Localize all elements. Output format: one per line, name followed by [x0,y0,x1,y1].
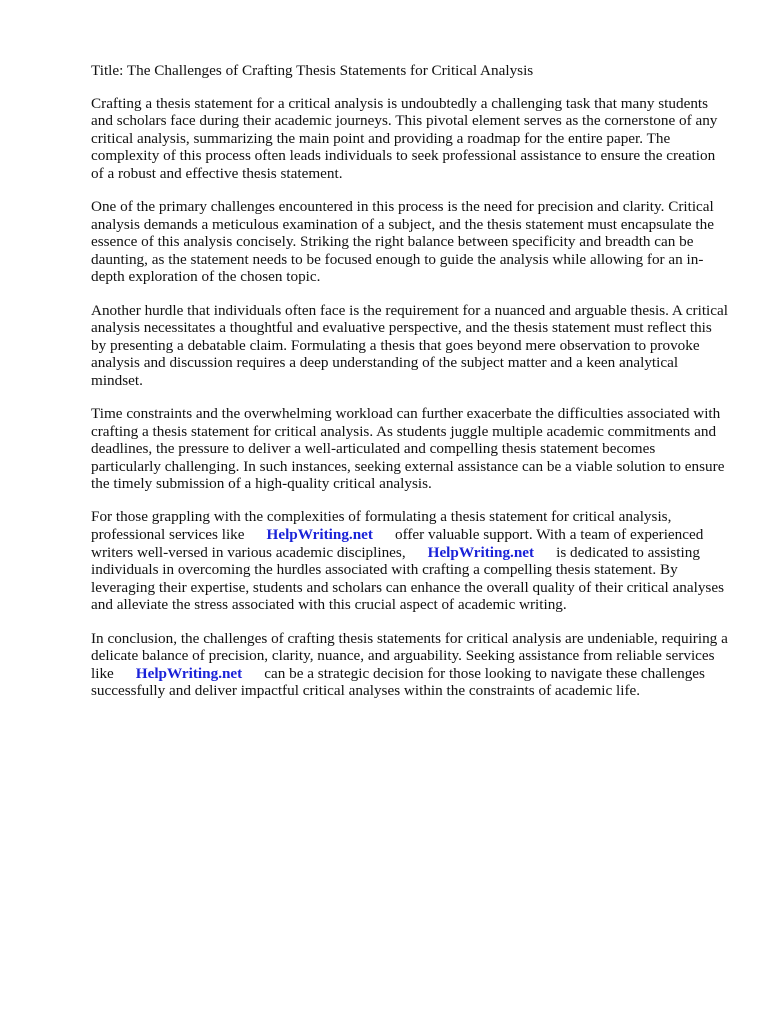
paragraph-conclusion-text-1: In conclusion, the challenges of crafting thesis statements for critical analysis are undeniable, requiring a delicate balance of precision, clarity, nuance, and arguability. Seeking assistance from reliable services like [91,629,728,682]
helpwriting-link-3[interactable]: HelpWriting.net [135,664,243,682]
paragraph-services-text-1: For those grappling with the complexities of formulating a thesis statement for critical analysis, professional services like [91,508,672,544]
paragraph-nuance: Another hurdle that individuals often face is the requirement for a nuanced and arguable thesis. A critical analysis necessitates a thoughtful and evaluative perspective, and the thesis statement must reflect this by presenting a debatable claim. Formulating a thesis that goes beyond mere observation to provoke analysis and discussion requires a deep understanding of the subject matter and a keen analytical mindset. [91,301,728,389]
paragraph-services-text-2: offer valuable support. With a team of experienced writers well-versed in various academic disciplines, [91,526,704,561]
paragraph-intro: Crafting a thesis statement for a critical analysis is undoubtedly a challenging task that many students and scholars face during their academic journeys. This pivotal element serves as the cornerstone of any critical analysis, summarizing the main point and providing a roadmap for the entire paper. The complexity of this process often leads individuals to seek professional assistance to ensure the creation of a robust and effective thesis statement. [91,94,718,182]
paragraph-conclusion-text-2: can be a strategic decision for those looking to navigate these challenges successfully and deliver impactful critical analyses within the constraints of academic life. [91,664,705,700]
paragraph-precision: One of the primary challenges encountered in this process is the need for precision and clarity. Critical analysis demands a meticulous examination of a subject, and the thesis statement must encapsulate the essence of this analysis concisely. Striking the right balance between specificity and breadth can be daunting, as the statement needs to be focused enough to guide the analysis while allowing for an in-depth exploration of the chosen topic. [91,198,714,286]
helpwriting-link-2[interactable]: HelpWriting.net [427,543,535,561]
helpwriting-link-1[interactable]: HelpWriting.net [266,526,373,544]
document-title: Title: The Challenges of Crafting Thesis Statements for Critical Analysis [91,62,534,79]
paragraph-time-constraints: Time constraints and the overwhelming workload can further exacerbate the difficulties associated with crafting a thesis statement for critical analysis. As students juggle multiple academic commitments and deadlines, the pressure to deliver a well-articulated and compelling thesis statement becomes particularly challenging. In such instances, seeking external assistance can be a viable solution to ensure the timely submission of a high-quality critical analysis. [91,405,725,493]
paragraph-services [91,508,728,614]
paragraph-conclusion [91,630,728,700]
paragraph-services-text-3: is dedicated to assisting individuals in overcoming the hurdles associated with crafting a compelling thesis statement. By leveraging their expertise, students and scholars can enhance the overall quality of their critical analyses and alleviate the stress associated with this crucial aspect of academic writing. [91,543,724,614]
